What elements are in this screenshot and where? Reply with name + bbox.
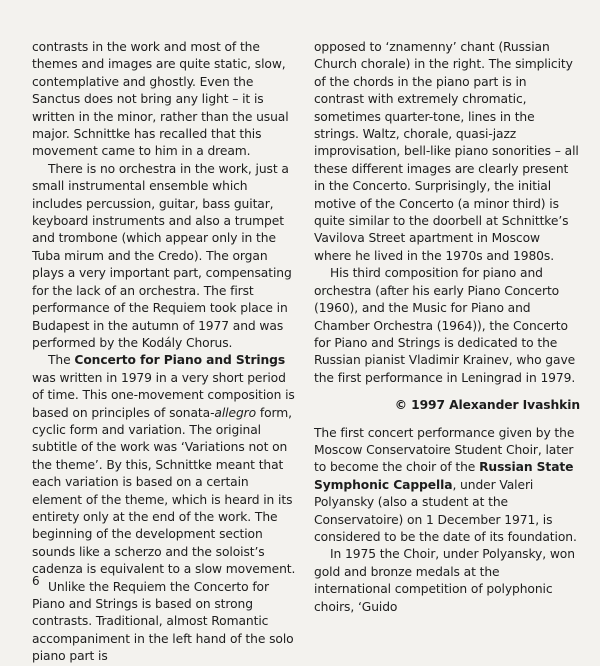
tempo-term: allegro (214, 405, 257, 420)
left-column (32, 39, 298, 666)
paragraph: In 1975 the Choir, under Polyansky, won gold and bronze medals at the international competition of polyphonic choirs, ‘Guido (314, 547, 575, 614)
page-number: 6 (32, 574, 40, 588)
text-run: form, cyclic form and variation. The original subtitle of the work was ‘Variations not on the theme’. By this, Schnittke meant that each variation is based on a certain element of the theme, which is heard in its entirety only at the end of the work. The beginning of the development section sounds like a scherzo and the soloist’s cadenza is equivalent to a slow movement. (32, 405, 296, 577)
paragraph (314, 425, 580, 547)
text-run: was written in 1979 in a very short period of time. This one-movement composition is based on principles of sonata- (32, 370, 295, 420)
text-run: The first concert performance given by the Moscow Conservatoire Student Choir, later to become the choir of the (314, 425, 575, 475)
work-title-concerto: Concerto for Piano and Strings (74, 353, 286, 368)
paragraph: Unlike the Requiem the Concerto for Piano and Strings is based on strong contrasts. Traditional, almost Romantic accompaniment in the left hand of the solo piano part is (32, 579, 294, 664)
paragraph: contrasts in the work and most of the themes and images are quite static, slow, contemplative and ghostly. Even the Sanctus does not bring any light – it is written in the minor, rather than the usual major. Schnittke has recalled that this movement came to him in a dream. (32, 40, 289, 159)
right-column (314, 39, 580, 616)
paragraph: opposed to ‘znamenny’ chant (Russian Church chorale) in the right. The simplicity of the chords in the piano part is in contrast with extremely chromatic, sometimes quarter-tone, lines in the strings. Waltz, chorale, quasi-jazz improvisation, bell-like piano sonorities – all these different images are clearly present in the Concerto. Surprisingly, the initial motive of the Concerto (a minor third) is quite similar to the doorbell at Schnittke’s Vavilova Street apartment in Moscow where he lived in the 1970s and 1980s. (314, 40, 579, 263)
choir-name: Russian State Symphonic Cappella (314, 460, 574, 492)
paragraph: His third composition for piano and orchestra (after his early Piano Concerto (1960), and the Music for Piano and Chamber Orchestra (1964)), the Concerto for Piano and Strings is dedicated to the Russian pianist Vladimir Krainev, who gave the first performance in Leningrad in 1979. (314, 266, 576, 385)
author-signature: © 1997 Alexander Ivashkin (394, 398, 580, 413)
paragraph (32, 352, 298, 578)
text-run: The (48, 353, 75, 368)
paragraph: There is no orchestra in the work, just a small instrumental ensemble which includes percussion, guitar, bass guitar, keyboard instruments and also a trumpet and trombone (which appear only in the Tuba mirum and the Credo). The organ plays a very important part, compensating for the lack of an orchestra. The first performance of the Requiem took place in Budapest in the autumn of 1977 and was performed by the Kodály Chorus. (32, 161, 292, 350)
text-run: , under Valeri Polyansky (also a student at the Conservatoire) on 1 December 1971, is considered to be the date of its foundation. (314, 477, 577, 544)
